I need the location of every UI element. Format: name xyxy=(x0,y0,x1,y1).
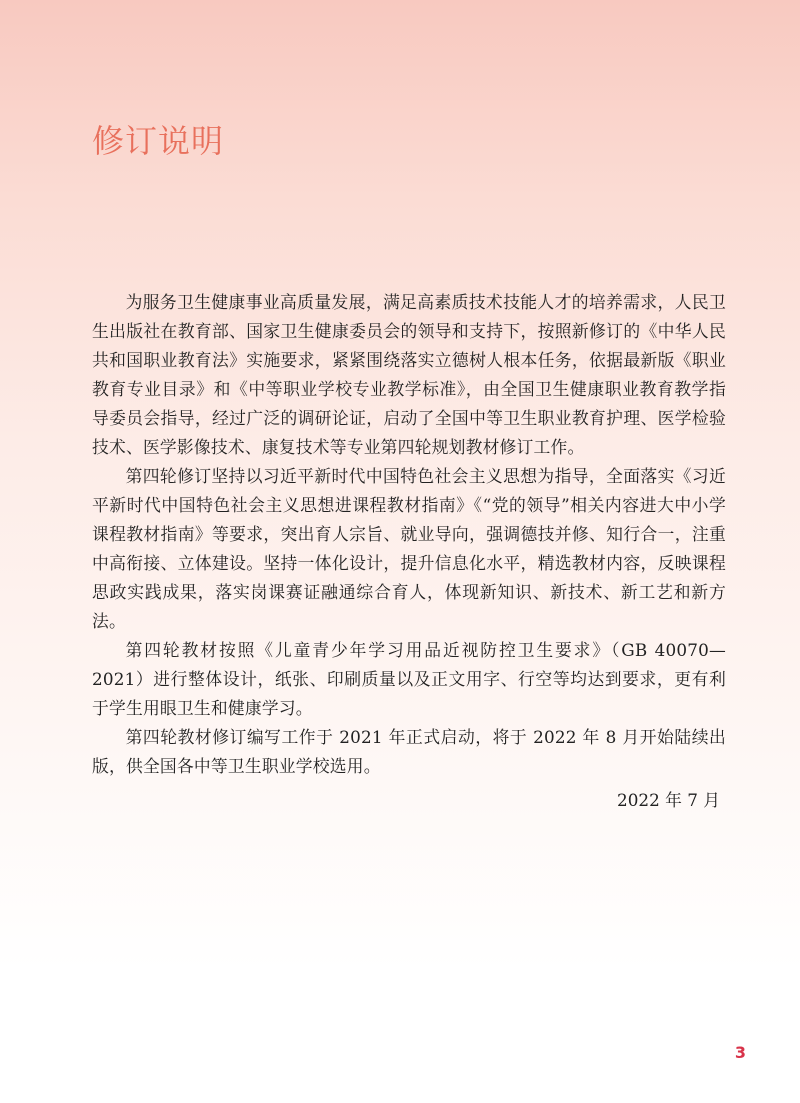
body-text xyxy=(92,288,726,781)
page-title: 修订说明 xyxy=(92,122,225,160)
paragraph-4: 第四轮教材修订编写工作于 2021 年正式启动，将于 2022 年 8 月开始陆续出版，供全国各中等卫生职业学校选用。 xyxy=(92,727,726,776)
paragraph-1: 为服务卫生健康事业高质量发展，满足高素质技术技能人才的培养需求，人民卫生出版社在教育部、国家卫生健康委员会的领导和支持下，按照新修订的《中华人民共和国职业教育法》实施要求，紧紧围绕落实立德树人根本任务，依据最新版《职业教育专业目录》和《中等职业学校专业教学标准》，由全国卫生健康职业教育教学指导委员会指导，经过广泛的调研论证，启动了全国中等卫生职业教育护理、医学检验技术、医学影像技术、康复技术等专业第四轮规划教材修订工作。 xyxy=(92,292,726,457)
paragraph-2: 第四轮修订坚持以习近平新时代中国特色社会主义思想为指导，全面落实《习近平新时代中国特色社会主义思想进课程教材指南》《“党的领导”相关内容进大中小学课程教材指南》等要求，突出育人宗旨、就业导向，强调德技并修、知行合一，注重中高衔接、立体建设。坚持一体化设计，提升信息化水平，精选教材内容，反映课程思政实践成果，落实岗课赛证融通综合育人，体现新知识、新技术、新工艺和新方法。 xyxy=(92,466,726,631)
date-line: 2022 年 7 月 xyxy=(617,790,720,810)
paragraph-3: 第四轮教材按照《儿童青少年学习用品近视防控卫生要求》（GB 40070—2021）进行整体设计，纸张、印刷质量以及正文用字、行空等均达到要求，更有利于学生用眼卫生和健康学习。 xyxy=(92,640,726,718)
page-number: 3 xyxy=(734,1043,746,1062)
